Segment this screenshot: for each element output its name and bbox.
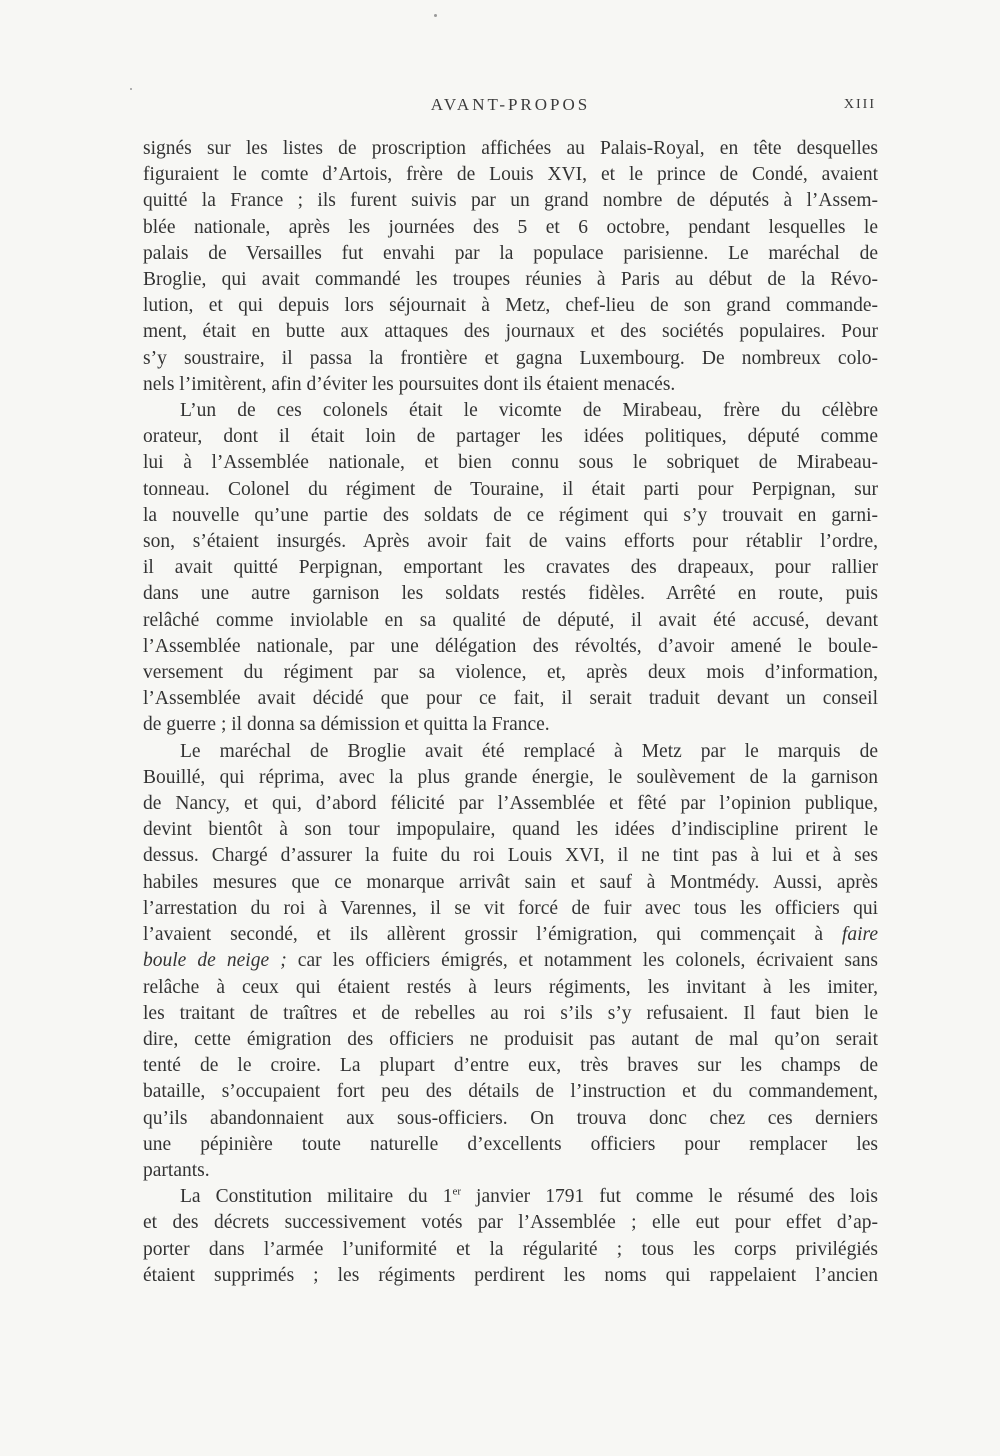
text-line: une pépinière toute naturelle d’excellents officiers pour remplacer les [143,1133,878,1155]
text-line: dessus. Chargé d’assurer la fuite du roi Louis XVI, il ne tint pas à lui et à ses [143,845,878,867]
text-line: signés sur les listes de proscription affichées au Palais-Royal, en tête desquelles [143,138,878,159]
text-line: lution, et qui depuis lors séjournait à Metz, chef-lieu de son grand commande- [143,295,878,317]
italic-phrase: faire [841,924,879,946]
text-fragment: La Constitution militaire du 1 [180,1186,453,1208]
text-line: palais de Versailles fut envahi par la populace parisienne. Le maréchal de [143,242,878,264]
text-line: les traitant de traîtres et de rebelles au roi s’ils s’y refusaient. Il faut bien le [143,1002,878,1024]
text-fragment: l’avaient secondé, et ils allèrent grossir l’émigration, qui commençait à [143,924,824,946]
print-speck [434,14,437,17]
page-number: XIII [843,97,876,112]
text-line: la nouvelle qu’une partie des soldats de ce régiment qui s’y trouvait en garni- [143,504,878,526]
text-line: bataille, s’occupaient fort peu des détails de l’instruction et du commandement, [143,1081,878,1103]
text-line: tonneau. Colonel du régiment de Touraine, il était parti pour Perpignan, sur [143,478,878,500]
running-head [143,95,878,119]
text-line: habiles mesures que ce monarque arrivât sain et sauf à Montmédy. Aussi, après [143,871,878,893]
text-line: Broglie, qui avait commandé les troupes réunies à Paris au début de la Révo- [143,269,878,291]
text-line: il avait quitté Perpignan, emportant les cravates des drapeaux, pour rallier [143,557,878,579]
text-line: versement du régiment par sa violence, et, après deux mois d’information, [143,662,878,684]
body-text [143,136,878,1289]
paragraph-4 [143,1184,878,1289]
print-speck [130,88,132,90]
text-line: tenté de le croire. La plupart d’entre eux, très braves sur les champs de [143,1055,878,1077]
text-line: relâché comme inviolable en sa qualité de député, il avait été accusé, devant [143,609,878,631]
text-fragment: janvier 1791 fut comme le résumé des lois [461,1186,879,1208]
running-title: AVANT-PROPOS [430,95,591,114]
text-line: relâche à ceux qui étaient restés à leurs régiments, les invitant à les imiter, [143,976,878,998]
text-line: et des décrets successivement votés par l’Assemblée ; elle eut pour effet d’ap- [143,1212,878,1234]
text-line: dire, cette émigration des officiers ne produisit pas autant de mal qu’on serait [143,1028,878,1050]
text-fragment: car les officiers émigrés, et notamment les colonels, écrivaient sans [286,950,878,972]
text-line-with-superscript [143,1184,878,1210]
paragraph-2 [143,398,878,739]
text-line: orateur, dont il était loin de partager les idées politiques, député comme [143,426,878,448]
text-line: s’y soustraire, il passa la frontière et gagna Luxembourg. De nombreux colo- [143,347,878,369]
text-line: qu’ils abandonnaient aux sous-officiers. On trouva donc chez ces derniers [143,1107,878,1129]
text-line: porter dans l’armée l’uniformité et la régularité ; tous les corps privilégiés [143,1238,878,1260]
text-line: son, s’étaient insurgés. Après avoir fait de vains efforts pour rétablir l’ordre, [143,531,878,553]
text-line: lui à l’Assemblée nationale, et bien connu sous le sobriquet de Mirabeau- [143,452,878,474]
text-line: nels l’imitèrent, afin d’éviter les poursuites dont ils étaient menacés. [143,373,676,395]
paragraph-1 [143,136,878,398]
text-line: L’un de ces colonels était le vicomte de Mirabeau, frère du célèbre [180,400,878,422]
text-line: l’arrestation du roi à Varennes, il se vit forcé de fuir avec tous les officiers qui [143,897,878,919]
italic-phrase: boule de neige ; [143,950,287,972]
text-line: devint bientôt à son tour impopulaire, quand les idées d’indiscipline prirent le [143,819,878,841]
text-line: blée nationale, après les journées des 5 et 6 octobre, pendant lesquelles le [143,216,878,238]
text-line: dans une autre garnison les soldats restés fidèles. Arrêté en route, puis [143,583,878,605]
text-line: l’Assemblée nationale, par une délégation des révoltés, d’avoir amené le boule- [143,635,878,657]
text-line-with-italic [143,922,878,948]
text-line-with-italic [143,948,878,974]
superscript-ordinal: er [452,1185,461,1198]
text-line: de Nancy, et qui, d’abord félicité par l’Assemblée et fêté par l’opinion publique, [143,793,878,815]
text-line: étaient supprimés ; les régiments perdirent les noms qui rappelaient l’ancien [143,1264,878,1286]
text-line: partants. [143,1159,210,1181]
paragraph-3 [143,739,878,1184]
text-line: ment, était en butte aux attaques des journaux et des sociétés populaires. Pour [143,321,878,343]
text-line: Bouillé, qui réprima, avec la plus grande énergie, le soulèvement de la garnison [143,766,878,788]
text-line: Le maréchal de Broglie avait été remplacé à Metz par le marquis de [180,740,878,762]
text-line: de guerre ; il donna sa démission et quitta la France. [143,714,550,736]
text-line: figuraient le comte d’Artois, frère de Louis XVI, et le prince de Condé, avaient [143,164,878,186]
text-line: l’Assemblée avait décidé que pour ce fait, il serait traduit devant un conseil [143,688,878,710]
text-line: quitté la France ; ils furent suivis par un grand nombre de députés à l’Assem- [143,190,878,212]
